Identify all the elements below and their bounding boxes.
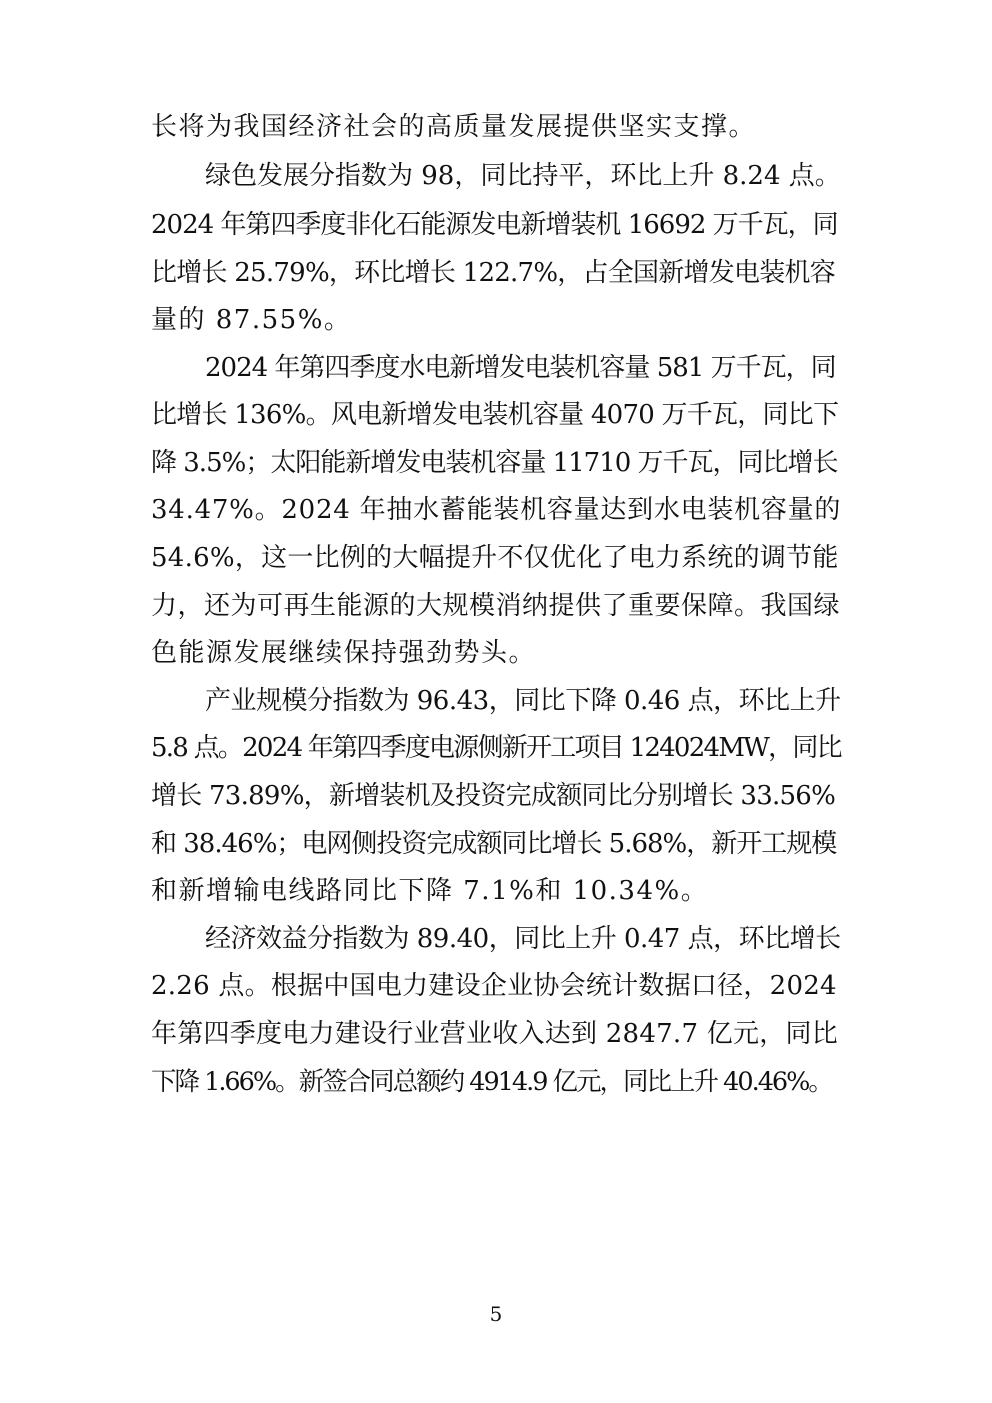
text-line: 5.8 点。2024 年第四季度电源侧新开工项目 124024MW，同比 [151, 733, 841, 763]
text-line: 2024 年第四季度水电新增发电装机容量 581 万千瓦，同 [205, 353, 836, 383]
text-line: 和新增输电线路同比下降 7.1%和 10.34%。 [151, 876, 709, 906]
text-line: 34.47%。2024 年抽水蓄能装机容量达到水电装机容量的 [151, 495, 842, 525]
text-line: 长将为我国经济社会的高质量发展提供坚实支撑。 [151, 112, 757, 142]
text-line: 和 38.46%；电网侧投资完成额同比增长 5.68%，新开工规模 [151, 829, 837, 859]
text-line: 力，还为可再生能源的大规模消纳提供了重要保障。我国绿 [151, 591, 841, 621]
text-line: 年第四季度电力建设行业营业收入达到 2847.7 亿元，同比 [151, 1019, 839, 1049]
text-line: 产业规模分指数为 96.43，同比下降 0.46 点，环比上升 [205, 686, 841, 716]
text-line: 经济效益分指数为 89.40，同比上升 0.47 点，环比增长 [205, 924, 841, 954]
text-line: 增长 73.89%，新增装机及投资完成额同比分别增长 33.56% [151, 781, 836, 811]
text-line: 2.26 点。根据中国电力建设企业协会统计数据口径，2024 [151, 971, 837, 1001]
text-line: 色能源发展继续保持强劲势头。 [151, 638, 537, 668]
text-line: 2024 年第四季度非化石能源发电新增装机 16692 万千瓦，同 [151, 210, 838, 240]
text-line: 绿色发展分指数为 98，同比持平，环比上升 8.24 点。 [205, 161, 841, 191]
text-line: 比增长 25.79%，环比增长 122.7%，占全国新增发电装机容 [151, 258, 836, 288]
text-line: 比增长 136%。风电新增发电装机容量 4070 万千瓦，同比下 [151, 400, 839, 430]
text-line: 下降 1.66%。新签合同总额约 4914.9 亿元，同比上升 40.46%。 [151, 1067, 832, 1097]
page-number: 5 [489, 1302, 503, 1326]
text-line: 量的 87.55%。 [151, 305, 352, 335]
text-line: 降 3.5%；太阳能新增发电装机容量 11710 万千瓦，同比增长 [151, 448, 838, 478]
text-line: 54.6%，这一比例的大幅提升不仅优化了电力系统的调节能 [151, 543, 839, 573]
